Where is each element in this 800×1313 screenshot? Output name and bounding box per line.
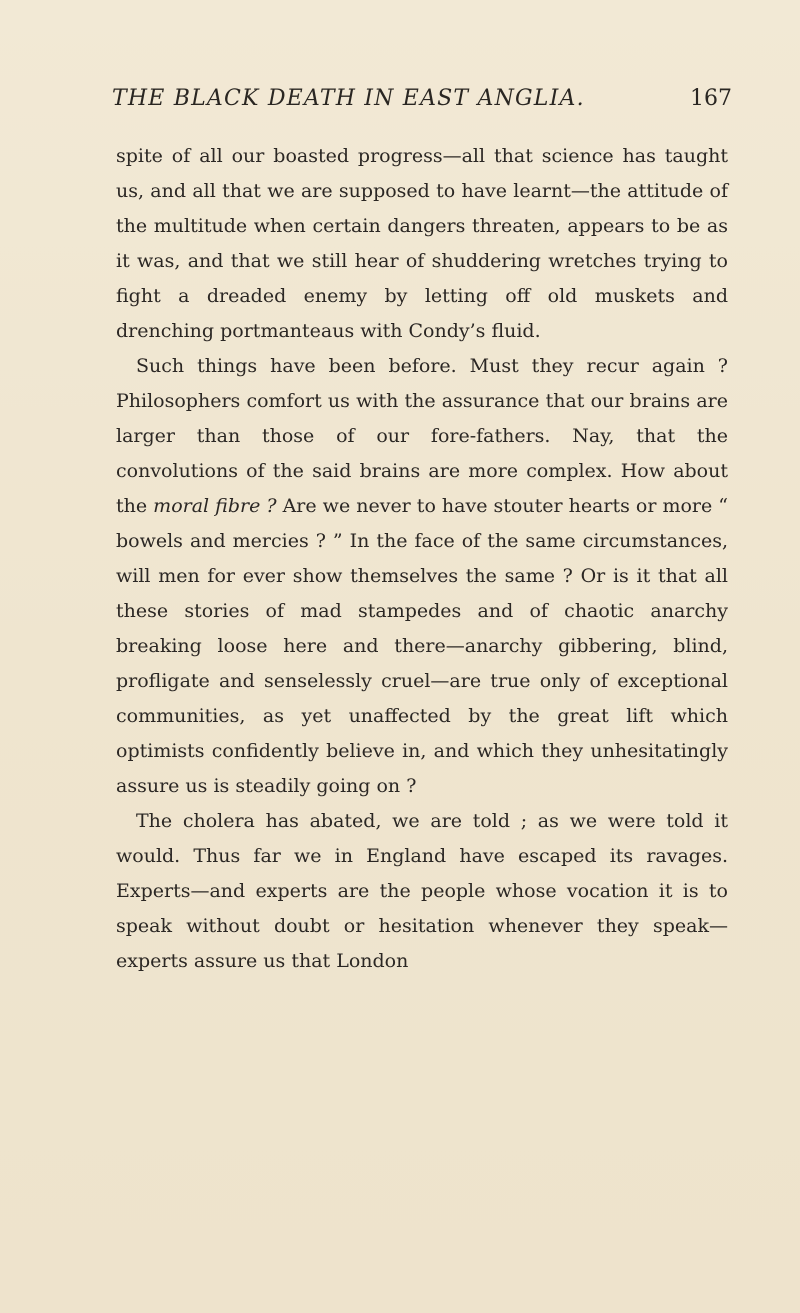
paragraph-2-part-2: Are we never to have stouter hearts or more “ bowels and mercies ? ” In the face of the same circumstances, will men for ever show themselves the same ? Or is it that all these stories of mad stampedes and of chaotic anarchy breaking loose here and there—anarchy gibbering, blind, profligate and senselessly cruel—are true only of exceptional communities, as yet unaffected by the great lift which optimists confidently believe in, and which they unhesitatingly assure us is steadily going on ?	[116, 495, 728, 797]
paragraph-1: spite of all our boasted progress—all that science has taught us, and all that we are supposed to have learnt—the attitude of the multitude when certain dangers threaten, appears to be as it was, and that we still hear of shuddering wretches trying to fight a dreaded enemy by letting off old muskets and drenching portmanteaus with Condy’s fluid.	[116, 145, 728, 342]
running-head: THE BLACK DEATH IN EAST ANGLIA.	[112, 86, 585, 111]
paragraph-2-part-1: Such things have been before. Must they recur again ? Philosophers comfort us with the assurance that our brains are larger than those of our fore-fathers. Nay, that the convolutions of the said brains are more complex. How about the	[116, 355, 728, 517]
paragraph-2-italic: moral fibre ?	[153, 495, 277, 517]
body-text	[116, 139, 728, 979]
page-header	[112, 86, 732, 126]
paragraph-3: The cholera has abated, we are told ; as we were told it would. Thus far we in England have escaped its ravages. Experts—and experts are the people whose vocation it is to speak without doubt or hesitation whenever they speak—experts assure us that London	[116, 810, 728, 972]
page-number: 167	[690, 86, 732, 111]
paragraph-2	[116, 349, 728, 804]
